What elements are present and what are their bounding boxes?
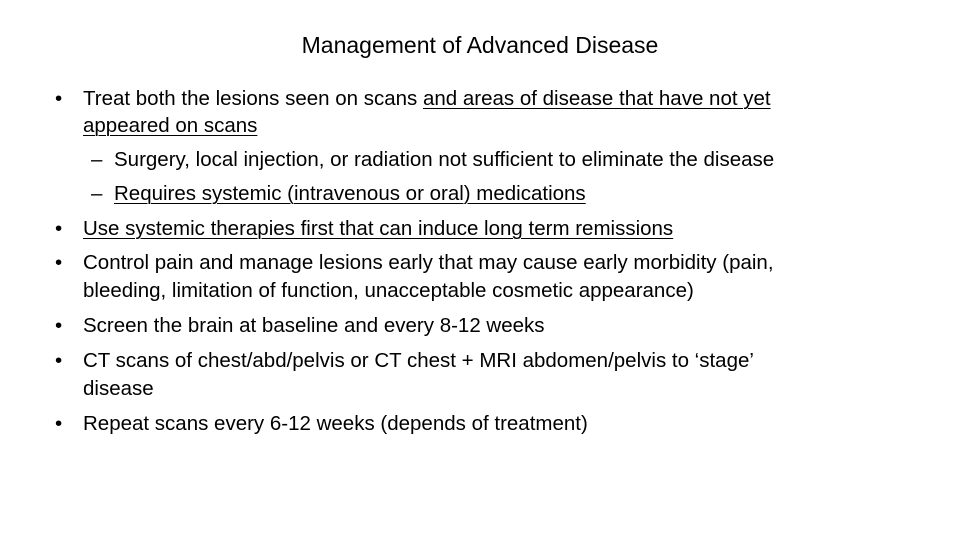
bullet-3-line-1: Control pain and manage lesions early that may cause early morbidity (pain, [83,251,774,274]
bullet-5-line-2: disease [83,377,154,400]
bullet-1-line-2: appeared on scans [83,114,258,137]
slide-title: Management of Advanced Disease [301,32,659,58]
bullet-marker: • [55,87,63,110]
bullet-1-text-underlined: and areas of disease that have not yet [422,87,771,110]
bullet-1-text-plain: Treat both the lesions seen on scans [83,87,423,110]
bullet-2: Use systemic therapies first that can induce long term remissions [83,217,674,240]
bullet-3-line-2: bleeding, limitation of function, unacceptable cosmetic appearance) [83,279,694,302]
bullet-5-line-1: CT scans of chest/abd/pelvis or CT chest + MRI abdomen/pelvis to ‘stage’ [83,349,754,372]
bullet-marker: • [55,217,63,240]
subitem-2: Requires systemic (intravenous or oral) medications [114,182,586,205]
bullet-4: Screen the brain at baseline and every 8-12 weeks [83,314,545,337]
bullet-marker: • [55,314,63,337]
bullet-marker: • [55,349,63,372]
bullet-marker: • [55,412,63,435]
bullet-1-line-1 [83,87,771,111]
subitem-1: Surgery, local injection, or radiation not sufficient to eliminate the disease [114,148,775,171]
dash-marker: – [91,148,103,171]
bullet-marker: • [55,251,63,274]
bullet-6: Repeat scans every 6-12 weeks (depends of treatment) [83,412,588,435]
dash-marker: – [91,182,103,205]
